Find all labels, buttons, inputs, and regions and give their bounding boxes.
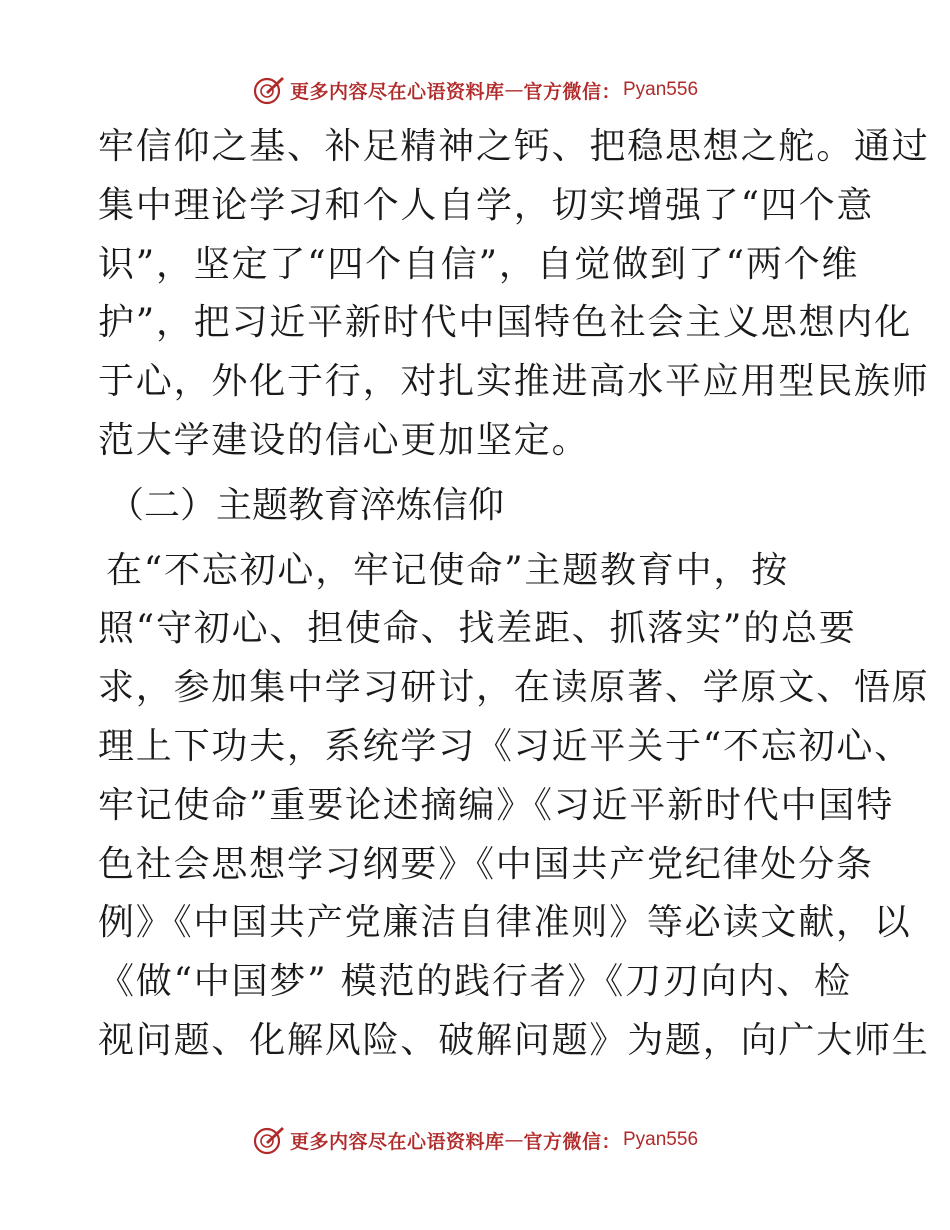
banner-account-id: Pyan556 bbox=[623, 1129, 699, 1150]
pen-logo-icon bbox=[252, 1123, 286, 1157]
banner-dash: — bbox=[504, 1129, 524, 1151]
paragraph-line: 理上下功夫，系统学习《习近平关于“不忘初心、 bbox=[98, 725, 913, 767]
paragraph-line: 集中理论学习和个人自学，切实增强了“四个意 bbox=[98, 184, 875, 226]
paragraph-line: 《做“中国梦” 模范的践行者》《刀刃向内、检 bbox=[98, 961, 852, 1003]
paragraph-line: 护”，把习近平新时代中国特色社会主义思想内化 bbox=[98, 302, 913, 344]
paragraph-line: 识”，坚定了“四个自信”，自觉做到了“两个维 bbox=[98, 243, 860, 285]
paragraph-line: 牢记使命”重要论述摘编》《习近平新时代中国特 bbox=[98, 784, 895, 826]
header-banner bbox=[0, 70, 950, 110]
section-heading: （二）主题教育淬炼信仰 bbox=[108, 484, 505, 526]
banner-account-label: 官方微信： bbox=[523, 1130, 621, 1153]
paragraph-line: 范大学建设的信心更加坚定。 bbox=[98, 419, 590, 461]
banner-account-label: 官方微信： bbox=[523, 80, 621, 103]
paragraph-line: 视问题、化解风险、破解问题》为题，向广大师生 bbox=[98, 1019, 930, 1061]
paragraph-line: 求，参加集中学习研讨，在读原著、学原文、悟原 bbox=[98, 667, 930, 709]
paragraph-line: 于心，外化于行，对扎实推进高水平应用型民族师 bbox=[98, 361, 930, 403]
paragraph-line: 色社会思想学习纲要》《中国共产党纪律处分条 bbox=[98, 843, 874, 885]
pen-logo-icon bbox=[252, 73, 286, 107]
footer-banner bbox=[0, 1120, 950, 1160]
paragraph-line: 照“守初心、担使命、找差距、抓落实”的总要 bbox=[98, 608, 857, 650]
banner-account-id: Pyan556 bbox=[623, 79, 699, 100]
paragraph-line: 在“不忘初心，牢记使命”主题教育中，按 bbox=[106, 549, 790, 591]
banner-site-text: 更多内容尽在心语资料库 bbox=[289, 80, 505, 103]
paragraph-line: 例》《中国共产党廉洁自律准则》等必读文献，以 bbox=[98, 902, 912, 944]
paragraph-line: 牢信仰之基、补足精神之钙、把稳思想之舵。通过 bbox=[98, 126, 930, 167]
banner-site-text: 更多内容尽在心语资料库 bbox=[289, 1130, 505, 1153]
document-body bbox=[98, 118, 930, 1071]
banner-dash: — bbox=[504, 79, 524, 101]
